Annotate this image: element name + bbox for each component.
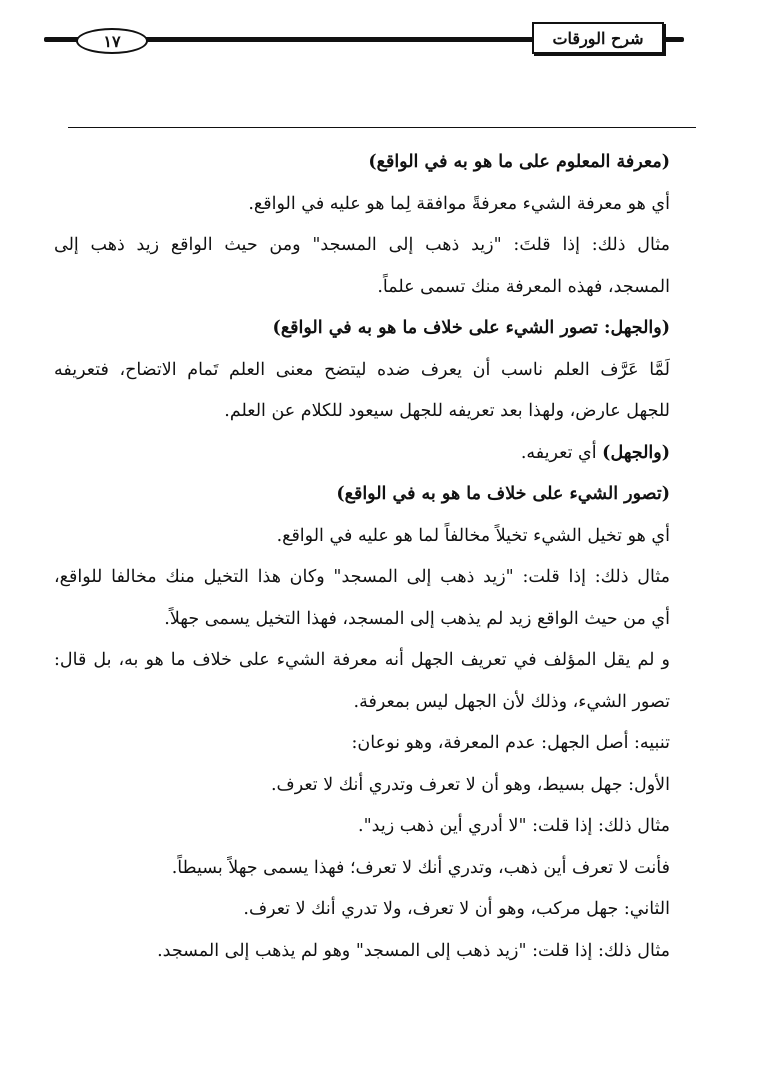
text-line: مثال ذلك: إذا قلتَ: "زيد ذهب إلى المسجد" ومن حيث الواقع زيد ذهب إلى [54, 235, 670, 255]
bold-term: (والجهل) [602, 442, 670, 463]
text-line: الأول: جهل بسيط، وهو أن لا تعرف وتدري أنك لا تعرف. [270, 774, 670, 795]
text-line: الثاني: جهل مركب، وهو أن لا تعرف، ولا تدري أنك لا تعرف. [243, 899, 670, 919]
text-line: مثال ذلك: إذا قلت: "لا أدري أين ذهب زيد". [358, 816, 670, 836]
text-line: تنبيه: أصل الجهل: عدم المعرفة، وهو نوعان: [351, 733, 670, 753]
text-line: المسجد، فهذه المعرفة منك تسمى علماً. [377, 276, 670, 297]
text-line: تصور الشيء، وذلك لأن الجهل ليس بمعرفة. [353, 691, 670, 712]
text-line-heading: (معرفة المعلوم على ما هو به في الواقع) [368, 152, 670, 172]
text-line-heading: (والجهل: تصور الشيء على خلاف ما هو به في الواقع) [272, 318, 670, 338]
term-explanation: أي تعريفه. [520, 442, 603, 463]
text-line [54, 433, 670, 475]
text-line: و لم يقل المؤلف في تعريف الجهل أنه معرفة الشيء على خلاف ما هو به، بل قال: [54, 650, 670, 670]
text-line: لَمَّا عَرَّف العلم ناسب أن يعرف ضده ليتضح معنى العلم تَمام الاتضاح، فتعريفه [54, 359, 670, 380]
page-body [54, 142, 670, 972]
content-separator [68, 127, 696, 128]
header-title-box [532, 22, 664, 54]
text-line: مثال ذلك: إذا قلت: "زيد ذهب إلى المسجد" وهو لم يذهب إلى المسجد. [157, 940, 670, 961]
text-line: أي هو معرفة الشيء معرفةً موافقة لِما هو عليه في الواقع. [248, 193, 670, 214]
text-line-heading: (تصور الشيء على خلاف ما هو به في الواقع) [336, 484, 670, 504]
text-line: للجهل عارض، ولهذا بعد تعريفه للجهل سيعود للكلام عن العلم. [224, 401, 670, 421]
page-number: ١٧ [103, 31, 121, 51]
text-line: أي من حيث الواقع زيد لم يذهب إلى المسجد، فهذا التخيل يسمى جهلاً. [164, 608, 670, 629]
page-number-oval [76, 28, 148, 54]
book-title: شرح الورقات [552, 28, 644, 48]
text-line: مثال ذلك: إذا قلت: "زيد ذهب إلى المسجد" وكان هذا التخيل منك مخالفا للواقع، [54, 567, 670, 587]
text-line: فأنت لا تعرف أين ذهب، وتدري أنك لا تعرف؛ فهذا يسمى جهلاً بسيطاً. [171, 857, 670, 878]
text-line: أي هو تخيل الشيء تخيلاً مخالفاً لما هو عليه في الواقع. [276, 525, 670, 546]
